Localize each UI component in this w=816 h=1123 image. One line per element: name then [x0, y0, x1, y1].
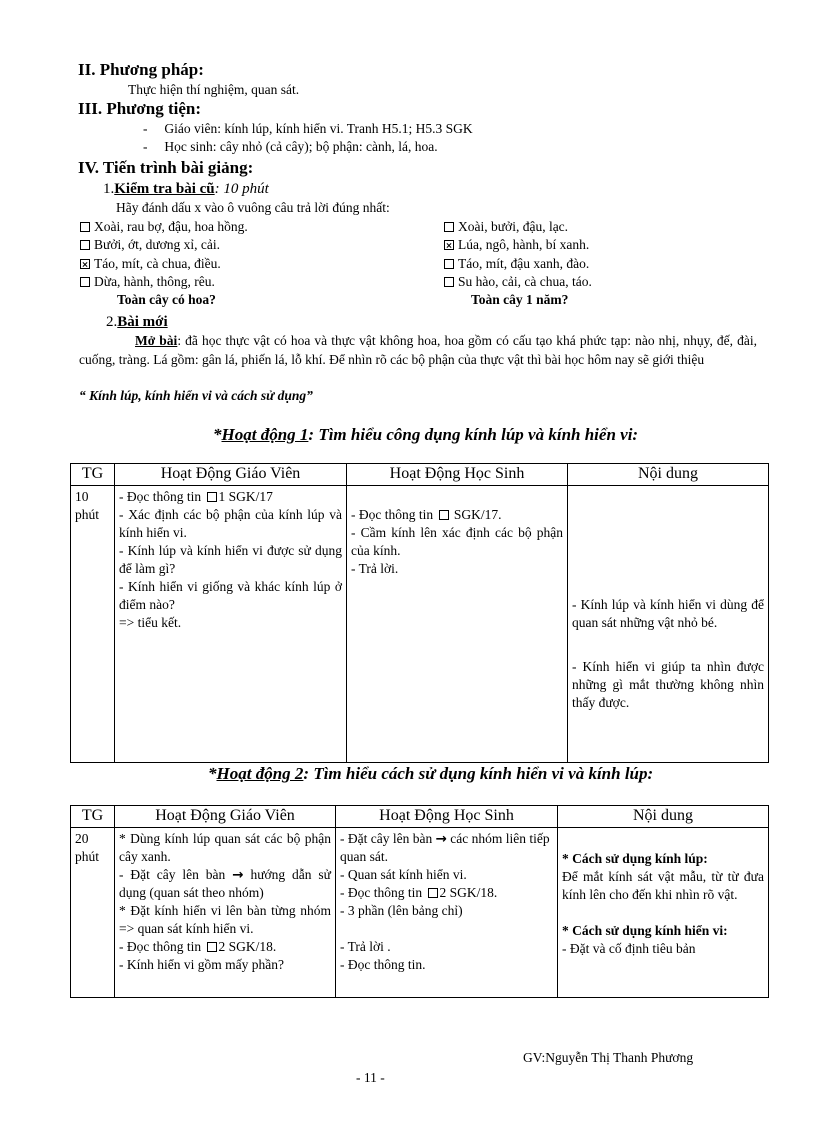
quiz-option[interactable]: Su hào, cải, cà chua, táo.: [444, 274, 592, 290]
book-icon: [207, 942, 217, 952]
book-icon: [428, 888, 438, 898]
activity-2-title: *Hoạt động 2: Tìm hiểu cách sử dụng kính hiển vi và kính lúp:: [208, 764, 654, 783]
list-item: - Học sinh: cây nhỏ (cả cây); bộ phận: cành, lá, hoa.: [143, 139, 438, 154]
quiz-option[interactable]: Táo, mít, đậu xanh, đào.: [444, 256, 589, 272]
book-icon: [207, 492, 217, 502]
arrow-right-icon: →: [435, 831, 447, 847]
activity-1-table: [70, 463, 769, 763]
checkbox-icon[interactable]: [444, 277, 454, 287]
quiz-option[interactable]: Táo, mít, cà chua, điều.: [80, 256, 221, 272]
checkbox-icon[interactable]: [444, 259, 454, 269]
checkbox-icon[interactable]: [80, 222, 90, 232]
checked-checkbox-icon[interactable]: [80, 259, 90, 269]
book-icon: [439, 510, 449, 520]
activity-1-title: *Hoạt động 1: Tìm hiểu công dụng kính lúp và kính hiển vi:: [213, 425, 639, 444]
quiz-left-title: Toàn cây có hoa?: [117, 292, 216, 307]
table-cell-hs: - Đặt cây lên bàn → các nhóm liên tiếp quan sát. - Quan sát kính hiển vi. - Đọc thông tin 2 SGK/18. - 3 phần (lên bảng chỉ) - Trả lời . - Đọc thông tin.: [336, 828, 558, 998]
table-cell-nd: - Kính lúp và kính hiển vi dùng để quan sát những vật nhỏ bé. - Kính hiển vi giúp ta nhìn được những gì mắt thường không nhìn thấy được.: [568, 486, 769, 763]
table-cell-gv: * Dùng kính lúp quan sát các bộ phận cây xanh. - Đặt cây lên bàn → hướng dẫn sử dụng (quan sát theo nhóm) * Đặt kính hiển vi lên bàn từng nhóm => quan sát kính hiển vi. - Đọc thông tin 2 SGK/18. - Kính hiển vi gồm mấy phần?: [115, 828, 336, 998]
header-nd: Nội dung: [568, 464, 769, 486]
header-hs: Hoạt Động Học Sinh: [336, 806, 558, 828]
section-2-title: II. Phương pháp:: [78, 60, 204, 79]
checkbox-icon[interactable]: [80, 240, 90, 250]
checkbox-icon[interactable]: [80, 277, 90, 287]
quiz-option[interactable]: Xoài, rau bợ, đậu, hoa hồng.: [80, 219, 248, 235]
list-item: - Giáo viên: kính lúp, kính hiển vi. Tranh H5.1; H5.3 SGK: [143, 121, 473, 136]
quiz-option[interactable]: Bưởi, ớt, dương xỉ, cải.: [80, 237, 220, 253]
quiz-option[interactable]: Xoài, bưởi, đậu, lạc.: [444, 219, 568, 235]
bai-moi-heading: 2.Bài mới: [106, 314, 168, 330]
header-gv: Hoạt Động Giáo Viên: [115, 464, 347, 486]
table-cell-gv: - Đọc thông tin 1 SGK/17 - Xác định các bộ phận của kính lúp và kính hiển vi. - Kính lúp và kính hiển vi được sử dụng để làm gì? - Kính hiển vi giống và khác kính lúp ở điểm nào? => tiểu kết.: [115, 486, 347, 763]
section-3-title: III. Phương tiện:: [78, 99, 202, 118]
header-gv: Hoạt Động Giáo Viên: [115, 806, 336, 828]
page-number: - 11 -: [356, 1070, 385, 1085]
section-2-text: Thực hiện thí nghiệm, quan sát.: [128, 82, 300, 97]
table-cell-tg: 10 phút: [71, 486, 115, 763]
mo-bai-paragraph: Mở bài: đã học thực vật có hoa và thực vật không hoa, hoa gồm có cấu tạo khá phức tạp: nào nhị, nhụy, đế, đài, cuống, tràng. Lá gồm: gân lá, phiến lá, lỗ khí. Để nhìn rõ các bộ phận của thực vật thì bài học hôm nay sẽ giới thiệu: [79, 333, 757, 367]
arrow-right-icon: →: [232, 867, 244, 883]
header-nd: Nội dung: [558, 806, 769, 828]
kiem-tra-instruction: Hãy đánh dấu x vào ô vuông câu trả lời đúng nhất:: [116, 200, 390, 215]
table-cell-tg: 20 phút: [71, 828, 115, 998]
header-tg: TG: [71, 464, 115, 486]
checkbox-icon[interactable]: [444, 222, 454, 232]
activity-2-table: [70, 805, 769, 998]
table-cell-nd: * Cách sử dụng kính lúp: Để mắt kính sát vật mẫu, từ từ đưa kính lên cho đến khi nhìn rõ vật. * Cách sử dụng kính hiển vi: - Đặt và cố định tiêu bản: [558, 828, 769, 998]
table-cell-hs: - Đọc thông tin SGK/17. - Cầm kính lên xác định các bộ phận của kính. - Trả lời.: [347, 486, 568, 763]
quiz-option[interactable]: Lúa, ngô, hành, bí xanh.: [444, 237, 589, 253]
lesson-title: “ Kính lúp, kính hiển vi và cách sử dụng”: [79, 388, 313, 403]
section-4-title: IV. Tiến trình bài giảng:: [78, 158, 254, 177]
quiz-right-title: Toàn cây 1 năm?: [471, 292, 569, 307]
checked-checkbox-icon[interactable]: [444, 240, 454, 250]
kiem-tra-heading: 1.Kiểm tra bài cũ: 10 phút: [103, 181, 269, 197]
teacher-signature: GV:Nguyễn Thị Thanh Phương: [523, 1050, 694, 1065]
header-hs: Hoạt Động Học Sinh: [347, 464, 568, 486]
quiz-option[interactable]: Dừa, hành, thông, rêu.: [80, 274, 215, 290]
header-tg: TG: [71, 806, 115, 828]
